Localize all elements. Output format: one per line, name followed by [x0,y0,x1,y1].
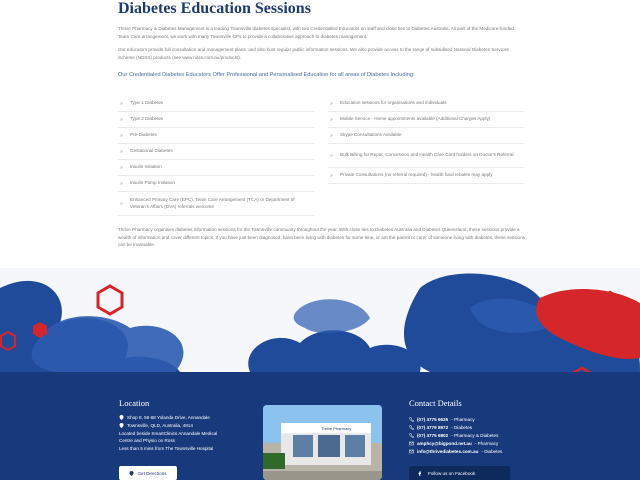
phone-icon [409,425,414,430]
storefront-image [263,405,382,480]
get-directions-button[interactable] [119,466,177,480]
storefront-photo [263,405,382,480]
email-link[interactable]: amphcy@bigpond.net.au [417,440,472,446]
location-heading: Location [119,398,150,408]
contact-heading: Contact Details [409,398,462,408]
location-details [119,414,249,453]
list-item: » Gestational Diabetes [118,144,314,160]
services-list-right [328,96,524,184]
list-item: » Insulin Initiation [118,160,314,176]
chevron-right-icon: » [120,116,123,123]
phone-line: (07) 4779 8972 - Diabetes [409,424,569,432]
chevron-right-icon: » [120,200,123,207]
chevron-right-icon: » [120,148,123,155]
list-item: » Private Consultations (no referral required) - health fund rebates may apply [328,168,524,184]
email-line: amphcy@bigpond.net.au - Pharmacy [409,440,569,448]
services-list-left [118,96,314,216]
chevron-right-icon: » [330,152,333,159]
phone-line: (07) 4775 6635 - Pharmacy [409,416,569,424]
list-item: » Type 2 Diabetes [118,112,314,128]
chevron-right-icon: » [330,100,333,107]
chevron-right-icon: » [120,100,123,107]
get-directions-label: Get Directions [137,470,167,476]
phone-link[interactable]: (07) 4779 8972 [417,424,449,430]
list-item: » Bulk Billing for Repat, Concession and Health Care Card holders on Doctor's Referral [328,144,524,168]
address-line: Townsville, QLD, Australia, 4814 [119,422,249,430]
list-item: » Enhanced Primary Care (EPC), Team Care Arrangement (TCA) or Department of Veteran's Affairs (DVA) referrals welcome [118,192,314,216]
map-pin-icon [119,415,124,420]
facebook-icon [417,471,422,476]
phone-link[interactable]: (07) 4775 6802 [417,432,449,438]
list-item: » Education sessions for organisations and individuals [328,96,524,112]
list-item: » Skype Consultations Available [328,128,524,144]
chevron-right-icon: » [120,164,123,171]
map-pin-icon [119,423,124,428]
facebook-label: Follow us on Facebook [428,470,476,476]
list-item: » Mobile Service - Home appointments available (Additional Charges Apply) [328,112,524,128]
address-line: Shop 8, 56-68 Yolanda Drive, Annandale [119,414,249,422]
phone-link[interactable]: (07) 4775 6635 [417,417,449,422]
address-line: Centre and Physio on Ross [119,438,175,444]
phone-line: (07) 4775 6802 - Pharmacy & Diabetes [409,432,569,440]
storefront-sign: Thrive Pharmacy [321,426,352,431]
chevron-right-icon: » [330,172,333,179]
phone-icon [409,417,414,422]
address-line: Located beside SmartClinics Annandale Medical [119,430,218,436]
facebook-button[interactable] [409,466,510,480]
email-icon [409,449,414,454]
chevron-right-icon: » [120,132,123,139]
intro-paragraph: Thrive Pharmacy & Diabetes Management is a leading Townsville diabetes specialist, with two Credentialled Educators on staff and close ties to Diabetes Australia. As part of the Medicare-funded Team Care arrangement, we work with many Townsville GPs to provide a collaborative approach to diabetes management. [118,26,514,39]
email-icon [409,441,414,446]
chevron-right-icon: » [330,132,333,139]
ndss-paragraph: Our educators provide full consultation and management plans, and also host regular public information sessions. We also provide access to the range of subsidised National Diabetes Services Scheme (NDSS) products (see www.ndss.com.au/products). [118,47,509,60]
contact-details [409,416,569,456]
list-item: » Insulin Pump Initiation [118,176,314,192]
list-item: » Type 1 Diabetes [118,96,314,112]
page-title: Diabetes Education Sessions [118,0,311,17]
list-item: » Pre-Diabetes [118,128,314,144]
chevron-right-icon: » [120,180,123,187]
sessions-paragraph: Thrive Pharmacy organises diabetes information sessions for the Townsville community throughout the year. With close ties to Diabetes Australia and Diabetes Queensland, these sessions provide a wealth of information and cover different topics. If you have just been diagnosed, have been living with diabetes for some time, or are the parent or carer of someone living with diabetes, these sessions can be invaluable. [118,227,525,248]
chevron-right-icon: » [330,116,333,123]
email-link[interactable]: info@thrivediabetes.com.au [417,448,479,454]
phone-icon [409,433,414,438]
address-line: Less than 5 mins from The Townsville Hospital [119,446,214,452]
map-pin-icon [129,471,134,476]
services-subheading: Our Credentialed Diabetes Educators Offer Professional and Personalised Education for all areas of Diabetes Including: [118,72,415,78]
email-line: info@thrivediabetes.com.au - Diabetes [409,448,569,456]
